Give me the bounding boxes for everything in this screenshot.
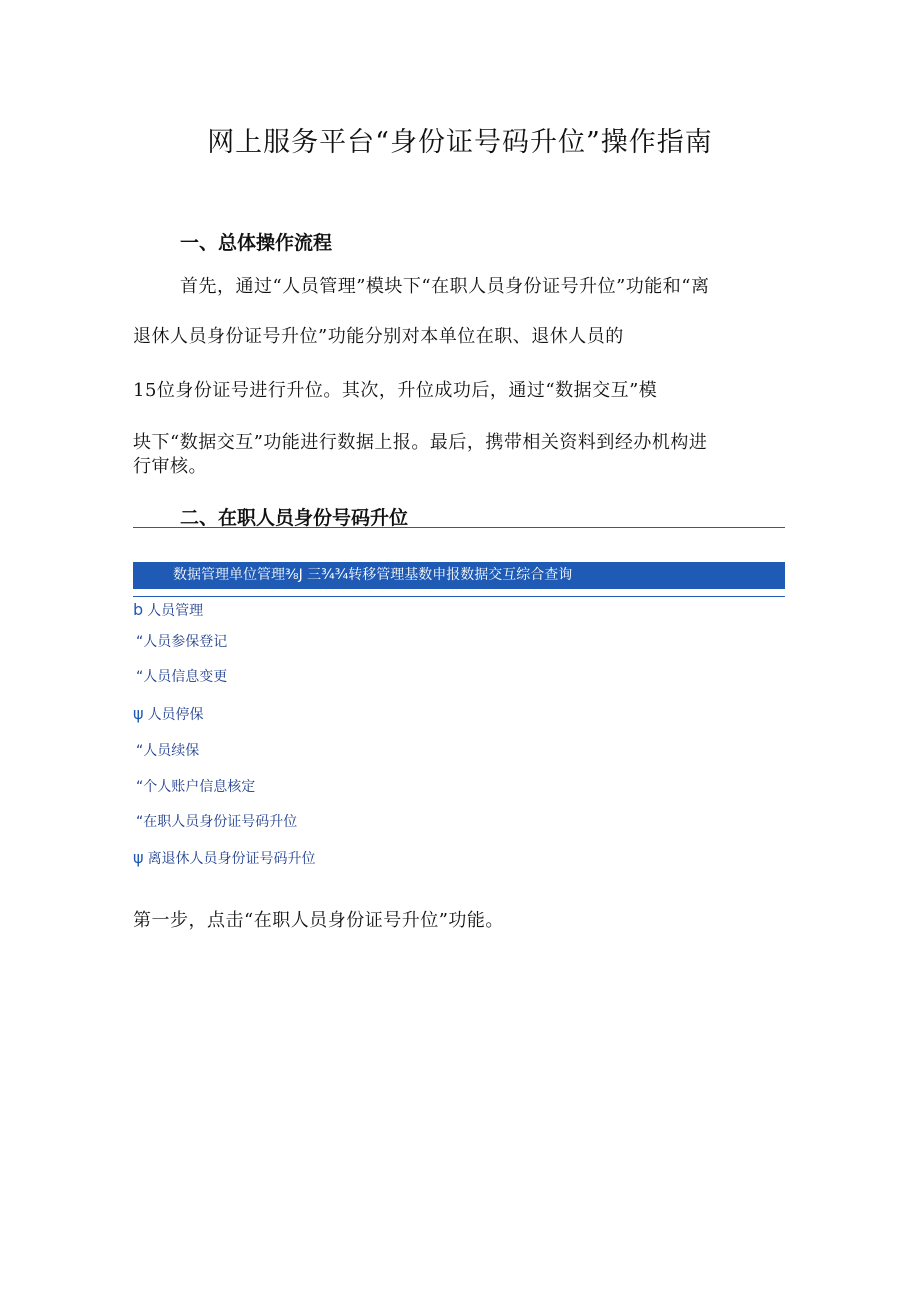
tree-item-enrollment[interactable]	[136, 631, 227, 651]
top-menu-bar	[133, 562, 785, 589]
tree-item-account-verify[interactable]	[136, 776, 255, 796]
document-title: 网上服务平台“身份证号码升位”操作指南	[207, 127, 713, 158]
bullet-icon: “	[136, 779, 144, 795]
menu-item-data-management[interactable]: 数据管理	[173, 567, 229, 583]
bullet-icon: “	[136, 743, 144, 759]
section-divider	[133, 527, 785, 528]
section-heading-id-upgrade: 二、在职人员身份号码升位	[180, 507, 409, 529]
menu-item-general-query[interactable]: 综合查询	[516, 567, 573, 583]
tree-item-resume[interactable]	[136, 740, 199, 760]
menu-item-garbled[interactable]: ⅜J 三¾¾	[285, 567, 349, 583]
menu-divider	[133, 596, 785, 597]
menu-item-data-exchange[interactable]: 数据交互	[460, 567, 517, 583]
tree-item-retired-id-upgrade[interactable]	[133, 848, 316, 868]
tree-root-label: 人员管理	[147, 603, 204, 619]
section-heading-overall-process: 一、总体操作流程	[180, 232, 333, 254]
step-one-instruction: 第一步，点击“在职人员身份证号升位”功能。	[133, 910, 504, 931]
tree-item-label: 在职人员身份证号码升位	[143, 814, 298, 830]
folder-icon: ψ	[133, 704, 144, 723]
paragraph-line: 行审核。	[133, 456, 207, 477]
tree-item-label: 离退休人员身份证号码升位	[147, 851, 316, 867]
menu-item-transfer-management[interactable]: 转移管理	[348, 567, 405, 583]
bullet-icon: “	[136, 814, 144, 830]
tree-item-label: 人员参保登记	[143, 634, 228, 650]
tree-item-label: 个人账户信息核定	[143, 779, 256, 795]
tree-item-label: 人员信息变更	[143, 669, 228, 685]
tree-item-active-id-upgrade[interactable]	[136, 811, 297, 831]
tree-root-personnel-management[interactable]	[133, 600, 203, 620]
paragraph-line: 块下“数据交互”功能进行数据上报。最后，携带相关资料到经办机构进	[133, 432, 708, 453]
paragraph-line: 退休人员身份证号升位”功能分别对本单位在职、退休人员的	[133, 326, 624, 347]
tree-item-info-change[interactable]	[136, 666, 227, 686]
menu-item-unit-management[interactable]: 单位管理	[229, 567, 285, 583]
bullet-icon: “	[136, 669, 144, 685]
tree-item-suspend[interactable]	[133, 704, 204, 724]
folder-icon: ψ	[133, 848, 144, 867]
paragraph-line: 15位身份证号进行升位。其次，升位成功后，通过“数据交互”模	[133, 380, 658, 401]
expand-icon: b	[133, 600, 144, 619]
paragraph-line: 首先，通过“人员管理”模块下“在职人员身份证号升位”功能和“离	[180, 276, 710, 297]
bullet-icon: “	[136, 634, 144, 650]
tree-item-label: 人员停保	[147, 707, 204, 723]
menu-item-base-declaration[interactable]: 基数申报	[404, 567, 461, 583]
tree-item-label: 人员续保	[143, 743, 200, 759]
